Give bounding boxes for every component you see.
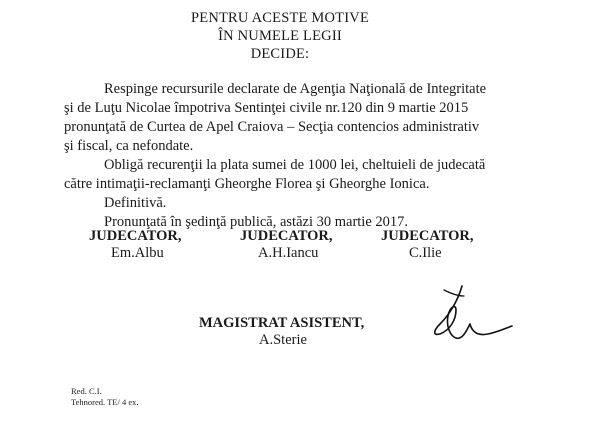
definitive-statement: Definitivă.: [104, 195, 167, 211]
paragraph-line: şi de Luţu Nicolae împotriva Sentinţei civile nr.120 din 9 martie 2015: [64, 100, 469, 116]
heading-motives: PENTRU ACESTE MOTIVE: [191, 10, 369, 26]
judge-1-name: Em.Albu: [111, 245, 164, 261]
footer-editor: Red. C.I.: [71, 386, 102, 396]
paragraph-line: către intimaţii-reclamanţi Gheorghe Florea şi Gheorghe Ionica.: [64, 176, 430, 192]
judge-2-title: JUDECATOR,: [240, 228, 333, 244]
footer-typing: Tehnored. TE/ 4 ex.: [71, 397, 139, 407]
magistrate-name: A.Sterie: [259, 332, 307, 348]
judge-1-title: JUDECATOR,: [89, 228, 182, 244]
judge-3-name: C.Ilie: [409, 245, 442, 261]
magistrate-title: MAGISTRAT ASISTENT,: [199, 315, 365, 331]
heading-decides: DECIDE:: [250, 46, 310, 62]
paragraph-line: şi fiscal, ca nefondate.: [64, 138, 194, 154]
paragraph-line: Respinge recursurile declarate de Agenţia Naţională de Integritate: [104, 81, 487, 97]
handwritten-signature: [426, 280, 516, 350]
judge-3-title: JUDECATOR,: [381, 228, 474, 244]
judge-2-name: A.H.Iancu: [258, 245, 319, 261]
pronouncement-statement: Pronunţată în şedinţă publică, astăzi 30 martie 2017.: [104, 214, 409, 230]
paragraph-line: Obligă recurenţii la plata sumei de 1000 lei, cheltuieli de judecată: [104, 157, 486, 173]
paragraph-line: pronunţată de Curtea de Apel Craiova – Secţia contencios administrativ: [64, 119, 480, 135]
heading-in-the-name-of-law: ÎN NUMELE LEGII: [218, 28, 342, 44]
